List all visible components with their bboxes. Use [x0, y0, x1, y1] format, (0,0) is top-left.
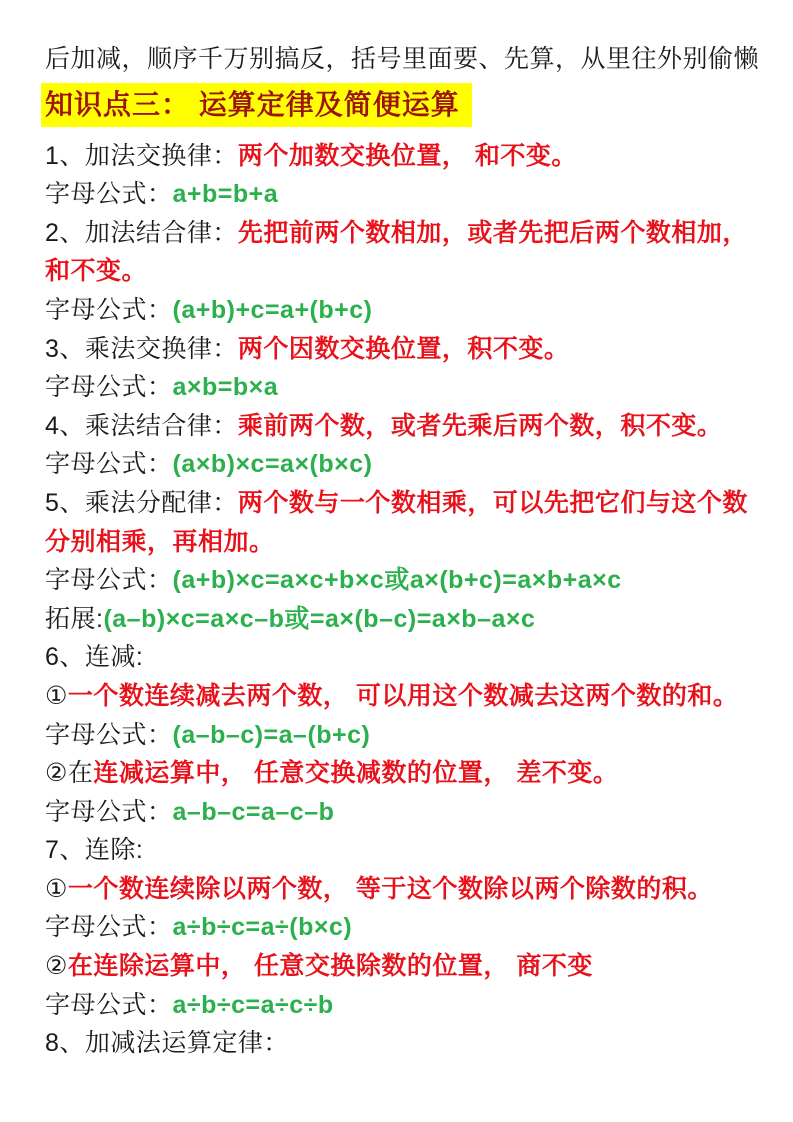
- formula-text: (a×b)×c=a×(b×c): [172, 450, 373, 479]
- formula-label: 字母公式：: [45, 990, 173, 1019]
- circled-number: ②在: [45, 759, 94, 788]
- rule-header-add-subtract-laws: [45, 1024, 759, 1063]
- rule-label: 6、连减:: [45, 643, 144, 672]
- intro-text: 后加减，顺序千万别搞反，括号里面要、先算，从里往外别偷懒: [45, 45, 760, 73]
- formula-text: a+b=b+a: [172, 180, 279, 209]
- formula-label: 字母公式：: [45, 450, 173, 479]
- rule-text: 先把前两个数相加，或者先把后两个数相加，和不变。: [45, 218, 748, 286]
- rule-label: 8、加减法运算定律：: [45, 1029, 289, 1058]
- formula-label: 拓展:: [45, 604, 104, 633]
- rule-label: 3、乘法交换律：: [45, 334, 238, 363]
- rule-header-serial-division: [45, 831, 759, 870]
- formula-line-serial-subtraction-1: [45, 716, 759, 755]
- formula-line-multiplication-associative: [45, 445, 759, 484]
- formula-text: (a+b)+c=a+(b+c): [172, 295, 373, 324]
- formula-text: a–b–c=a–c–b: [172, 797, 335, 826]
- rule-label: 4、乘法结合律：: [45, 411, 238, 440]
- rule-label: 7、连除:: [45, 836, 144, 865]
- rule-text: 乘前两个数，或者先乘后两个数，积不变。: [237, 411, 723, 440]
- formula-label: 字母公式：: [45, 566, 173, 595]
- intro-line: [45, 40, 759, 79]
- formula-label: 字母公式：: [45, 373, 173, 402]
- formula-label: 字母公式：: [45, 180, 173, 209]
- formula-line-addition-associative: [45, 291, 759, 330]
- formula-label: 字母公式：: [45, 913, 173, 942]
- rule-text: 在连除运算中， 任意交换除数的位置， 商不变: [67, 952, 593, 981]
- rule-header-serial-subtraction: [45, 638, 759, 677]
- rule-text: 一个数连续减去两个数， 可以用这个数减去这两个数的和。: [67, 681, 739, 710]
- rule-label: 5、乘法分配律：: [45, 488, 238, 517]
- rule-line-multiplication-commutative: [45, 330, 759, 369]
- formula-line-serial-subtraction-2: [45, 793, 759, 832]
- rule-line-serial-division-2: [45, 947, 759, 986]
- circled-number: ①: [45, 681, 68, 710]
- rule-text: 一个数连续除以两个数， 等于这个数除以两个除数的积。: [67, 874, 713, 903]
- formula-line-serial-division-2: [45, 986, 759, 1025]
- rule-line-serial-subtraction-2: [45, 754, 759, 793]
- rule-line-serial-division-1: [45, 870, 759, 909]
- formula-text: (a–b–c)=a–(b+c): [172, 720, 371, 749]
- rule-line-addition-associative: [45, 214, 759, 291]
- rule-text: 两个因数交换位置，积不变。: [237, 334, 570, 363]
- formula-text: a÷b÷c=a÷c÷b: [172, 990, 334, 1019]
- rule-line-serial-subtraction-1: [45, 677, 759, 716]
- formula-label: 字母公式：: [45, 295, 173, 324]
- formula-text: a÷b÷c=a÷(b×c): [172, 913, 353, 942]
- formula-line-serial-division-1: [45, 908, 759, 947]
- rule-text: 两个数与一个数相乘，可以先把它们与这个数分别相乘，再相加。: [45, 488, 748, 556]
- formula-line-multiplication-commutative: [45, 368, 759, 407]
- circled-number: ②: [45, 952, 68, 981]
- formula-line-distributive: [45, 561, 759, 600]
- section-heading-row: [45, 83, 759, 132]
- section-heading: 知识点三： 运算定律及简便运算: [41, 83, 472, 127]
- rule-line-distributive: [45, 484, 759, 561]
- formula-line-distributive-extension: [45, 600, 759, 639]
- rule-line-multiplication-associative: [45, 407, 759, 446]
- formula-label: 字母公式：: [45, 720, 173, 749]
- formula-text: (a+b)×c=a×c+b×c或a×(b+c)=a×b+a×c: [172, 566, 622, 595]
- rule-label: 1、加法交换律：: [45, 141, 238, 170]
- formula-text: (a–b)×c=a×c–b或=a×(b–c)=a×b–a×c: [103, 604, 536, 633]
- formula-line-addition-commutative: [45, 175, 759, 214]
- formula-label: 字母公式：: [45, 797, 173, 826]
- formula-text: a×b=b×a: [172, 373, 279, 402]
- rule-text: 连减运算中， 任意交换减数的位置， 差不变。: [93, 759, 619, 788]
- rule-text: 两个加数交换位置， 和不变。: [237, 141, 577, 170]
- rule-label: 2、加法结合律：: [45, 218, 238, 247]
- rule-line-addition-commutative: [45, 137, 759, 176]
- circled-number: ①: [45, 874, 68, 903]
